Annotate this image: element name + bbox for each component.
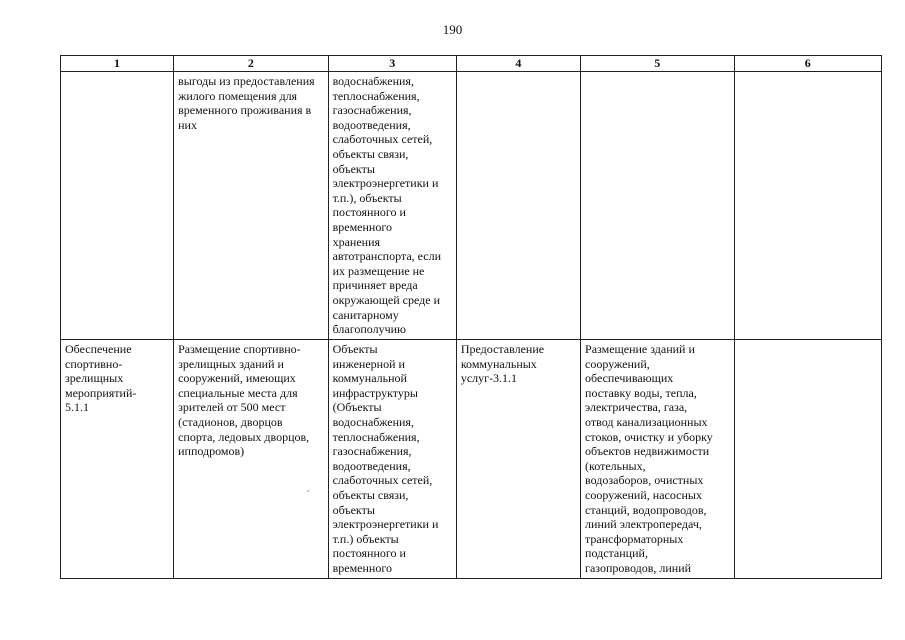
- table-cell: [581, 340, 734, 579]
- column-header-1: 1: [61, 56, 174, 72]
- column-header-6: 6: [734, 56, 881, 72]
- table-cell: [61, 72, 174, 340]
- cell-text: выгоды из предоставления жилого помещения для временного проживания в них: [178, 74, 315, 132]
- table-row: [61, 72, 882, 340]
- table-cell: [456, 72, 580, 340]
- column-header-3: 3: [328, 56, 456, 72]
- cell-text: Объекты инженерной и коммунальной инфраструктуры (Объекты водоснабжения, теплоснабжения, газоснабжения, водоотведения, слаботочных сетей, объекты связи, объекты электроэнергетики и т.п.) объекты постоянного и временного: [332, 342, 439, 575]
- table-row: [61, 340, 882, 579]
- table-cell: [734, 340, 881, 579]
- cell-text: Размещение зданий и сооружений, обеспечивающих поставку воды, тепла, электричества, газа, отвод канализационных стоков, очистку и уборку объектов недвижимости (котельных, водозаборов, очистных сооружений, насосных станций, водопроводов, линий электропередач, трансформаторных подстанций, газопроводов, линий: [585, 342, 713, 575]
- table-cell: [734, 72, 881, 340]
- cell-text: Размещение спортивно- зрелищных зданий и сооружений, имеющих специальные места для зрителей от 500 мест (стадионов, дворцов спорта, ледовых дворцов, ипподромов): [178, 342, 310, 459]
- table-cell: [61, 340, 174, 579]
- page-number: 190: [442, 22, 463, 37]
- table-cell: [174, 72, 329, 340]
- column-header-4: 4: [456, 56, 580, 72]
- column-header-5: 5: [581, 56, 734, 72]
- table-cell: [174, 340, 329, 579]
- table-cell: [328, 340, 456, 579]
- table-header-row: [61, 56, 882, 72]
- scan-speck: ˇ: [307, 489, 310, 498]
- document-table: [60, 55, 882, 579]
- table-cell: [328, 72, 456, 340]
- cell-text: Предоставление коммунальных услуг-3.1.1: [460, 342, 545, 386]
- table-cell: [581, 72, 734, 340]
- table-cell: [456, 340, 580, 579]
- column-header-2: 2: [174, 56, 329, 72]
- cell-text: водоснабжения, теплоснабжения, газоснабжения, водоотведения, слаботочных сетей, объекты связи, объекты электроэнергетики и т.п.), объекты постоянного и временного хранения автотранспорта, если их размещение не причиняет вреда окружающей среде и санитарному благополучию: [332, 74, 442, 337]
- cell-text: Обеспечение спортивно- зрелищных мероприятий- 5.1.1: [65, 342, 137, 415]
